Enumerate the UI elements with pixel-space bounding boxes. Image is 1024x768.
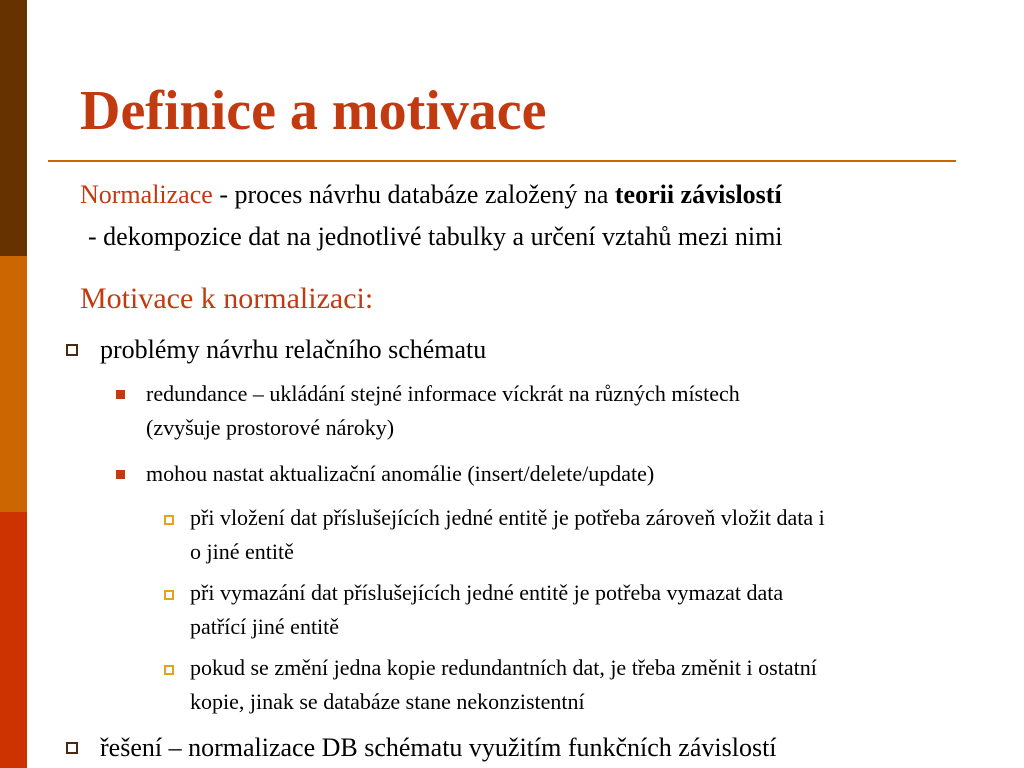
- decor-bar-top: [0, 0, 27, 256]
- bullet-insert-line-1: při vložení dat příslušejících jedné entitě je potřeba zároveň vložit data i: [190, 505, 825, 530]
- bullet-redundance-line-2: (zvyšuje prostorové nároky): [146, 415, 395, 440]
- decor-bar-bottom: [0, 512, 27, 768]
- filled-square-icon: [116, 390, 125, 399]
- slide-title: Definice a motivace: [80, 80, 547, 142]
- hollow-square-icon: [66, 344, 78, 356]
- decor-bar-middle: [0, 256, 27, 512]
- bullet-update-line-2: kopie, jinak se databáze stane nekonzistentní: [190, 689, 585, 714]
- bullet-update-line-1: pokud se změní jedna kopie redundantních dat, je třeba změnit i ostatní: [190, 655, 817, 680]
- bullet-delete-line-1: při vymazání dat příslušejících jedné entitě je potřeba vymazat data: [190, 580, 784, 605]
- bullet-anomalies: mohou nastat aktualizační anomálie (insert/delete/update): [146, 461, 655, 486]
- definition-term: Normalizace: [80, 180, 213, 209]
- bullet-delete-line-2: patřící jiné entitě: [190, 614, 340, 639]
- definition-line-1: [80, 178, 782, 212]
- definition-bold-text: teorii závislostí: [614, 180, 782, 209]
- hollow-small-square-icon: [164, 515, 174, 525]
- definition-line-2: - dekompozice dat na jednotlivé tabulky a určení vztahů mezi nimi: [88, 222, 783, 251]
- bullet-redundance-line-1: redundance – ukládání stejné informace víckrát na různých místech: [146, 381, 740, 406]
- hollow-small-square-icon: [164, 665, 174, 675]
- bullet-problems: problémy návrhu relačního schématu: [100, 335, 487, 364]
- hollow-square-icon: [66, 742, 78, 754]
- filled-square-icon: [116, 470, 125, 479]
- hollow-small-square-icon: [164, 590, 174, 600]
- bullet-solution: řešení – normalizace DB schématu využitím funkčních závislostí: [100, 733, 777, 762]
- bullet-insert-line-2: o jiné entitě: [190, 539, 294, 564]
- title-divider: [48, 160, 956, 162]
- definition-text: - proces návrhu databáze založený na: [212, 180, 615, 209]
- motivation-heading: Motivace k normalizaci:: [80, 282, 374, 315]
